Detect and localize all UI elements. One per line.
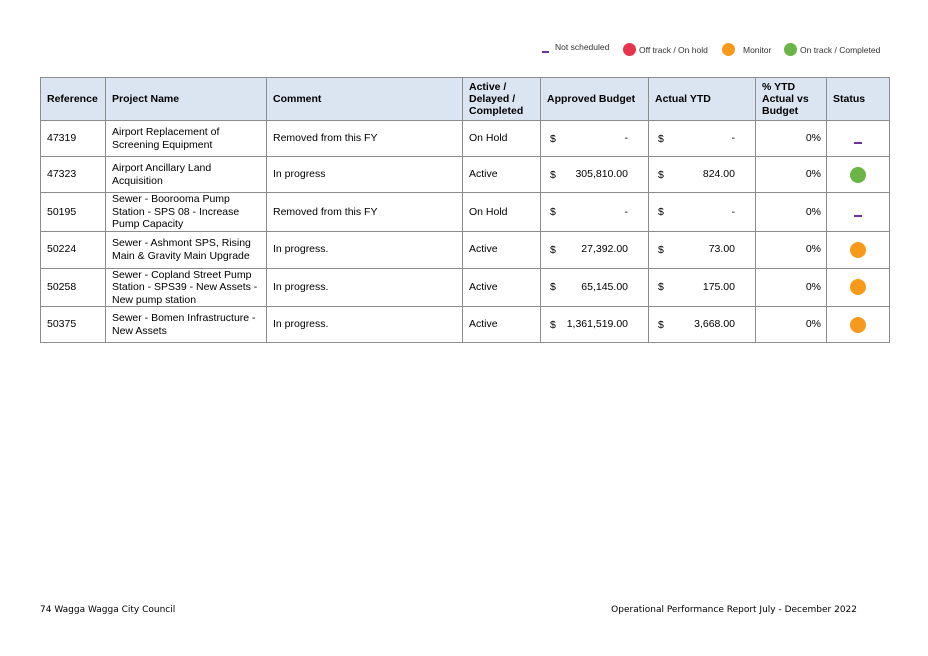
legend-monitor-label: Monitor	[743, 44, 772, 55]
header-status: Status	[827, 78, 890, 121]
header-pct-ytd: % YTD Actual vs Budget	[756, 78, 827, 121]
table-row	[41, 268, 890, 307]
cell-reference: 47323	[41, 157, 106, 193]
not-scheduled-icon	[854, 142, 862, 144]
orange-status-icon	[850, 279, 866, 295]
legend-not-scheduled	[542, 43, 609, 53]
actual-currency-symbol: $	[658, 318, 664, 331]
budget-currency-symbol: $	[550, 132, 556, 145]
green-status-icon	[850, 167, 866, 183]
cell-active-status: On Hold	[463, 193, 541, 232]
cell-pct-ytd: 0%	[756, 307, 827, 343]
cell-approved-budget	[541, 157, 649, 193]
orange-status-icon	[850, 242, 866, 258]
cell-pct-ytd: 0%	[756, 193, 827, 232]
cell-project-name: Airport Replacement of Screening Equipment	[106, 121, 267, 157]
cell-reference: 50195	[41, 193, 106, 232]
header-reference: Reference	[41, 78, 106, 121]
actual-currency-symbol: $	[658, 205, 664, 218]
table-header-row	[41, 78, 890, 121]
budget-currency-symbol: $	[550, 243, 556, 256]
actual-amount: -	[731, 132, 735, 145]
cell-project-name: Sewer - Bomen Infrastructure - New Assets	[106, 307, 267, 343]
cell-active-status: On Hold	[463, 121, 541, 157]
cell-pct-ytd: 0%	[756, 268, 827, 307]
cell-active-status: Active	[463, 231, 541, 268]
cell-actual-ytd	[649, 231, 756, 268]
cell-actual-ytd	[649, 193, 756, 232]
cell-pct-ytd: 0%	[756, 231, 827, 268]
cell-status	[827, 193, 890, 232]
cell-approved-budget	[541, 307, 649, 343]
budget-amount: 1,361,519.00	[566, 318, 628, 331]
actual-currency-symbol: $	[658, 243, 664, 256]
cell-project-name: Airport Ancillary Land Acquisition	[106, 157, 267, 193]
cell-project-name: Sewer - Boorooma Pump Station - SPS 08 - Increase Pump Capacity	[106, 193, 267, 232]
cell-comment: Removed from this FY	[267, 121, 463, 157]
table-row	[41, 307, 890, 343]
cell-approved-budget	[541, 193, 649, 232]
footer-report-title: Operational Performance Report July - December 2022	[611, 605, 857, 615]
header-project-name: Project Name	[106, 78, 267, 121]
header-comment: Comment	[267, 78, 463, 121]
cell-comment: In progress.	[267, 268, 463, 307]
actual-currency-symbol: $	[658, 281, 664, 293]
capital-projects-table	[40, 77, 890, 343]
cell-status	[827, 307, 890, 343]
actual-amount: 3,668.00	[694, 318, 735, 331]
not-scheduled-icon	[542, 51, 549, 53]
cell-status	[827, 268, 890, 307]
cell-project-name: Sewer - Copland Street Pump Station - SPS39 - New Assets - New pump station	[106, 268, 267, 307]
table-row	[41, 231, 890, 268]
table-row	[41, 157, 890, 193]
header-active: Active / Delayed / Completed	[463, 78, 541, 121]
red-status-icon	[623, 43, 636, 56]
actual-currency-symbol: $	[658, 168, 664, 181]
cell-active-status: Active	[463, 157, 541, 193]
legend-monitor	[722, 43, 771, 56]
cell-reference: 50375	[41, 307, 106, 343]
legend-on-track	[784, 43, 880, 56]
cell-pct-ytd: 0%	[756, 121, 827, 157]
table-row	[41, 193, 890, 232]
legend-not-scheduled-label: Not scheduled	[555, 42, 610, 52]
cell-status	[827, 121, 890, 157]
cell-status	[827, 231, 890, 268]
budget-currency-symbol: $	[550, 168, 556, 181]
cell-pct-ytd: 0%	[756, 157, 827, 193]
cell-project-name: Sewer - Ashmont SPS, Rising Main & Gravity Main Upgrade	[106, 231, 267, 268]
budget-amount: 305,810.00	[575, 168, 628, 181]
budget-amount: 65,145.00	[581, 281, 628, 293]
cell-reference: 50224	[41, 231, 106, 268]
cell-approved-budget	[541, 268, 649, 307]
actual-amount: -	[731, 205, 735, 218]
actual-amount: 175.00	[702, 281, 735, 293]
budget-amount: 27,392.00	[581, 243, 628, 256]
not-scheduled-icon	[854, 215, 862, 217]
actual-currency-symbol: $	[658, 132, 664, 145]
cell-reference: 47319	[41, 121, 106, 157]
cell-actual-ytd	[649, 307, 756, 343]
cell-actual-ytd	[649, 121, 756, 157]
budget-currency-symbol: $	[550, 318, 556, 331]
table-row	[41, 121, 890, 157]
cell-actual-ytd	[649, 157, 756, 193]
status-legend	[540, 43, 900, 59]
cell-actual-ytd	[649, 268, 756, 307]
budget-amount: -	[624, 132, 628, 145]
budget-currency-symbol: $	[550, 205, 556, 218]
budget-currency-symbol: $	[550, 281, 556, 293]
orange-status-icon	[722, 43, 735, 56]
legend-on-track-label: On track / Completed	[800, 44, 881, 55]
cell-comment: In progress.	[267, 307, 463, 343]
cell-approved-budget	[541, 121, 649, 157]
cell-comment: In progress.	[267, 231, 463, 268]
cell-status	[827, 157, 890, 193]
cell-approved-budget	[541, 231, 649, 268]
cell-comment: Removed from this FY	[267, 193, 463, 232]
actual-amount: 73.00	[708, 243, 735, 256]
legend-off-track-label: Off track / On hold	[639, 44, 708, 55]
budget-amount: -	[624, 205, 628, 218]
cell-reference: 50258	[41, 268, 106, 307]
actual-amount: 824.00	[702, 168, 735, 181]
cell-active-status: Active	[463, 307, 541, 343]
cell-comment: In progress	[267, 157, 463, 193]
header-actual-ytd: Actual YTD	[649, 78, 756, 121]
orange-status-icon	[850, 317, 866, 333]
cell-active-status: Active	[463, 268, 541, 307]
legend-off-track	[623, 43, 708, 56]
green-status-icon	[784, 43, 797, 56]
footer-page-number: 74 Wagga Wagga City Council	[40, 605, 176, 615]
header-approved-budget: Approved Budget	[541, 78, 649, 121]
